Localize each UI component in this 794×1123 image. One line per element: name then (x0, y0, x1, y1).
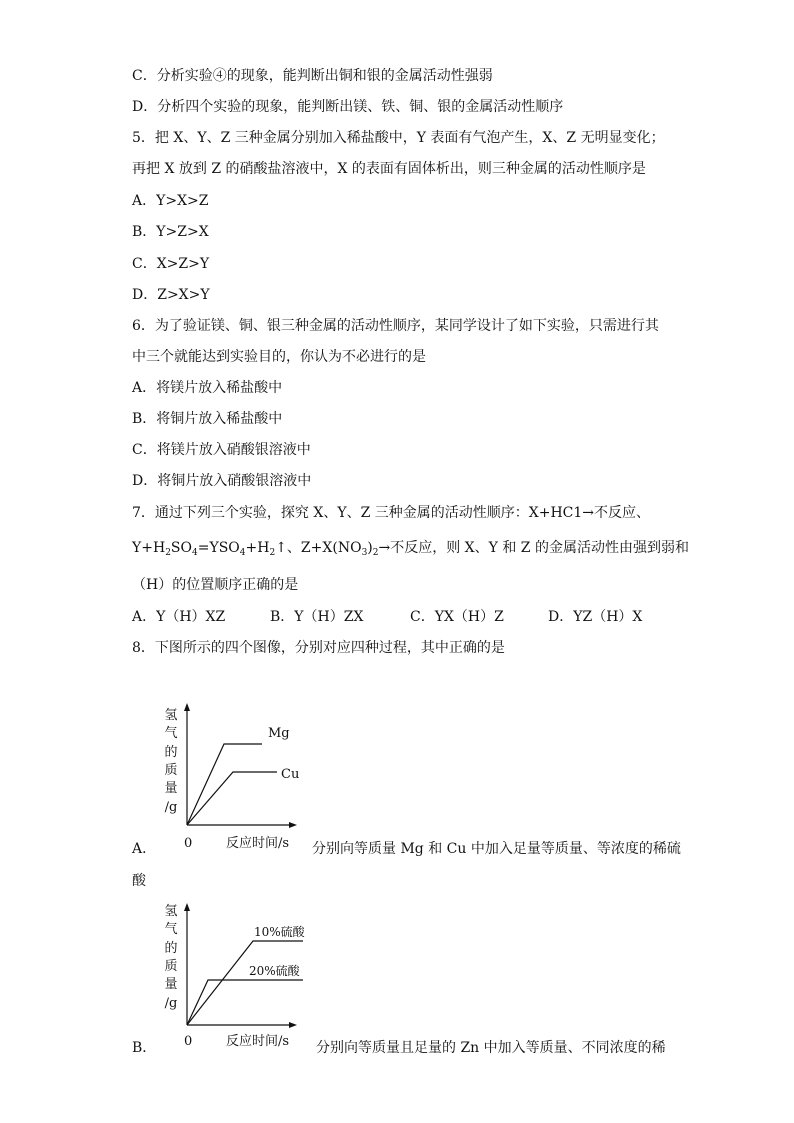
q8-stem: 8．下图所示的四个图像，分别对应四种过程，其中正确的是 (132, 640, 505, 656)
graph-a-mg-label: Mg (268, 726, 290, 741)
option-d-q4: D．分析四个实验的现象，能判断出镁、铁、铜、银的金属活动性顺序 (132, 99, 564, 115)
q6-option-b: B．将铜片放入稀盐酸中 (132, 411, 283, 427)
q6-option-d: D．将铜片放入硝酸银溶液中 (132, 473, 312, 489)
option-b-text: 分别向等质量且足量的 Zn 中加入等质量、不同浓度的稀 (316, 1040, 666, 1056)
q7-option-d: D．YZ（H）X (548, 609, 643, 625)
q5-stem-1: 5．把 X、Y、Z 三种金属分别加入稀盐酸中，Y 表面有气泡产生，X、Z 无明显变化； (132, 130, 665, 146)
q5-option-c: C．X>Z>Y (132, 256, 210, 272)
graph-b-20pct-label: 20%硫酸 (249, 964, 300, 978)
svg-text:氢: 氢 (164, 904, 178, 919)
q5-option-d: D．Z>X>Y (132, 287, 210, 303)
q7-stem-1: 7．通过下列三个实验，探究 X、Y、Z 三种金属的活动性顺序：X+HC1→不反应、 (132, 505, 650, 521)
graph-a-cu-label: Cu (281, 767, 300, 782)
svg-text:气: 气 (164, 726, 178, 741)
graph-a-x-label: 反应时间/s (226, 836, 290, 851)
graph-a-origin: 0 (184, 836, 193, 851)
graph-a-y-arrow (184, 703, 190, 711)
svg-text:/g: /g (164, 800, 178, 815)
graph-b-x-arrow (289, 1022, 297, 1028)
q6-option-a: A．将镁片放入稀盐酸中 (132, 380, 283, 396)
q7-option-b: B．Y（H）ZX (270, 609, 364, 625)
graph-a-cu-line (187, 772, 277, 825)
q5-option-b: B．Y>Z>X (132, 224, 209, 240)
q6-stem-2: 中三个就能达到实验目的，你认为不必进行的是 (132, 349, 426, 365)
graph-b-origin: 0 (184, 1034, 193, 1049)
svg-text:气: 气 (164, 922, 178, 937)
graph-b-y-label (164, 904, 177, 1011)
option-c-q4: C．分析实验④的现象，能判断出铜和银的金属活动性强弱 (132, 68, 493, 84)
graph-a-y-label (164, 708, 177, 815)
q5-option-a: A．Y>X>Z (132, 193, 209, 209)
graph-a (160, 697, 310, 857)
q7-option-a: A．Y（H）XZ (132, 609, 226, 625)
svg-text:质: 质 (164, 959, 178, 974)
graph-b-y-arrow (184, 903, 190, 911)
option-a-text: 分别向等质量 Mg 和 Cu 中加入足量等质量、等浓度的稀硫 (312, 841, 681, 857)
svg-text:的: 的 (164, 745, 178, 760)
svg-text:质: 质 (164, 763, 178, 778)
graph-b-10pct-line (187, 941, 303, 1025)
q7-option-c: C．YX（H）Z (410, 609, 504, 625)
svg-text:氢: 氢 (164, 708, 178, 723)
option-a-label: A． (132, 841, 157, 857)
graph-b (160, 897, 310, 1057)
svg-text:的: 的 (164, 941, 178, 956)
graph-b-10pct-label: 10%硫酸 (254, 925, 305, 939)
q5-stem-2: 再把 X 放到 Z 的硝酸盐溶液中，X 的表面有固体析出，则三种金属的活动性顺序是 (132, 161, 646, 177)
q6-option-c: C．将镁片放入硝酸银溶液中 (132, 442, 311, 458)
option-b-label: B． (132, 1040, 157, 1056)
graph-b-x-label: 反应时间/s (226, 1034, 290, 1049)
q7-stem-2: $Y+H_2SO_4=YSO_4+H_2↑$、$Z+X(NO_3)_2\to$不反应，则 X、Y 和 Z 的金属活动性由强到弱和 (132, 540, 689, 558)
option-a-text-cont: 酸 (132, 873, 146, 889)
q6-stem-1: 6．为了验证镁、铜、银三种金属的活动性顺序，某同学设计了如下实验，只需进行其 (132, 318, 659, 334)
q7-stem-3: （H）的位置顺序正确的是 (132, 577, 299, 593)
svg-text:量: 量 (164, 781, 178, 796)
svg-text:量: 量 (164, 977, 178, 992)
svg-text:/g: /g (164, 996, 178, 1011)
graph-a-x-arrow (289, 822, 297, 828)
